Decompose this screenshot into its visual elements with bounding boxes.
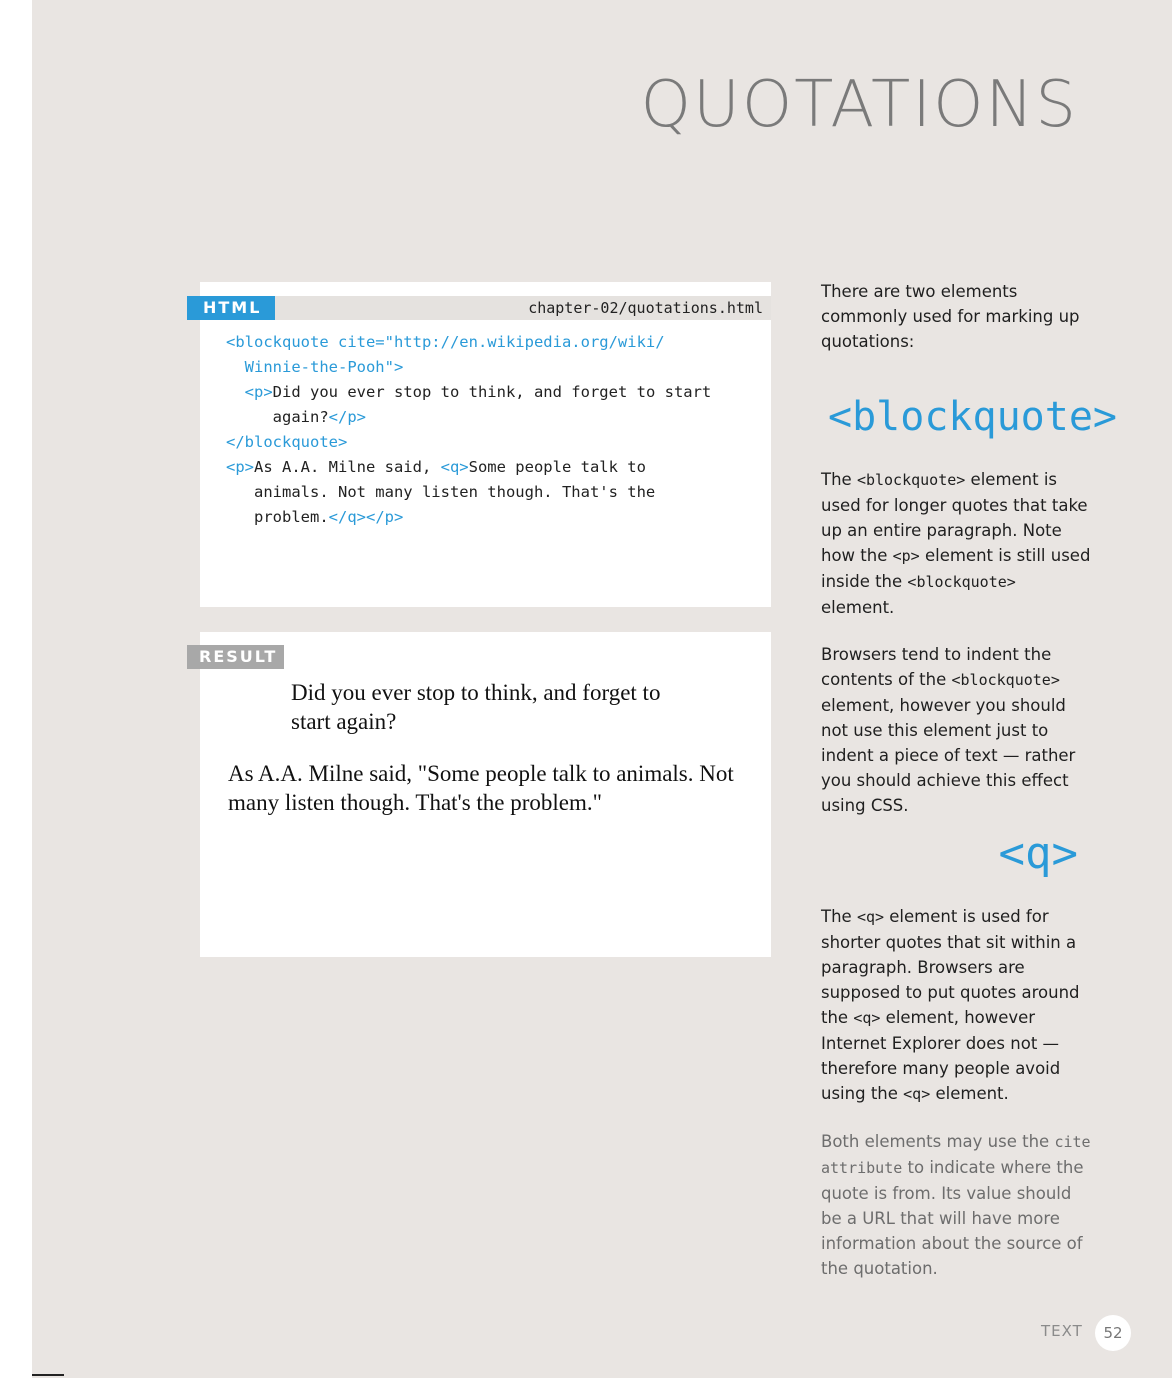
code-token: animals. Not many listen though. That's the: [226, 483, 656, 501]
text: Browsers tend to indent the contents of the: [821, 645, 1052, 689]
text: to indicate where the quote is from. Its value should be a URL that will have more information about the source of the quotation.: [821, 1158, 1084, 1278]
code-token: As A.A. Milne said,: [254, 458, 441, 476]
code-token: <q>: [440, 458, 469, 476]
text: The: [821, 907, 857, 926]
inline-code: <blockquote>: [951, 671, 1060, 689]
section-label: TEXT: [1041, 1322, 1083, 1340]
code-token: Winnie-the-Pooh">: [226, 358, 404, 376]
code-token: Did you ever stop to think, and forget to start: [272, 383, 712, 401]
browsers-indent-text: [821, 642, 1091, 818]
text: element.: [930, 1084, 1009, 1103]
code-token: </p>: [328, 408, 366, 426]
blockquote-heading: <blockquote>: [828, 394, 1117, 440]
text: element is used for shorter quotes that sit within a paragraph. Browsers are supposed to put quotes around the: [821, 907, 1080, 1027]
inline-code: <q>: [903, 1085, 931, 1103]
text: element, however you should not use this element just to indent a piece of text — rather you should achieve this effect using CSS.: [821, 696, 1076, 815]
code-token: <p>: [226, 458, 254, 476]
code-token: <blockquote cite="http://en.wikipedia.org/wiki/: [226, 333, 665, 351]
blockquote-description: [821, 467, 1091, 620]
binding-edge: [32, 1374, 64, 1376]
inline-code: <blockquote>: [856, 471, 966, 489]
q-heading: <q>: [998, 828, 1078, 879]
text: The: [821, 470, 857, 489]
result-blockquote: Did you ever stop to think, and forget to start again?: [291, 680, 661, 734]
code-token: [226, 383, 245, 401]
code-filename: chapter-02/quotations.html: [528, 299, 763, 317]
html-code-panel: [200, 282, 771, 607]
code-header-bar: [200, 296, 771, 320]
result-panel: [200, 632, 771, 957]
code-token: again?: [226, 408, 329, 426]
inline-code: <blockquote>: [907, 573, 1016, 591]
intro-text: There are two elements commonly used for marking up quotations:: [821, 282, 1080, 351]
page-title: QUOTATIONS: [640, 68, 1078, 142]
text: element is used for longer quotes that take up an entire paragraph. Note how the: [821, 470, 1088, 565]
code-listing: [226, 330, 711, 530]
q-description: [821, 904, 1091, 1107]
code-token: </p>: [365, 508, 404, 526]
text: element is still used inside the: [821, 546, 1091, 591]
inline-code: <q>: [853, 1009, 881, 1027]
result-paragraph: As A.A. Milne said, "Some people talk to animals. Not many listen though. That's the problem.": [228, 761, 734, 815]
text: Both elements may use the: [821, 1132, 1055, 1151]
cite-attribute-note: [821, 1129, 1091, 1281]
text: element, however Internet Explorer does not — therefore many people avoid using the: [821, 1008, 1061, 1103]
code-token: problem.: [226, 508, 329, 526]
page-number: 52: [1095, 1315, 1131, 1351]
code-token: Some people talk to: [468, 458, 646, 476]
code-token: </q>: [328, 508, 366, 526]
code-token: <p>: [244, 383, 273, 401]
result-label-tag: RESULT: [187, 645, 284, 669]
inline-code: cite attribute: [821, 1133, 1091, 1177]
inline-code: <p>: [892, 547, 920, 565]
inline-code: <q>: [856, 908, 885, 926]
code-token: </blockquote>: [226, 433, 348, 451]
html-label-tag: HTML: [187, 296, 275, 320]
text: element.: [821, 598, 895, 617]
